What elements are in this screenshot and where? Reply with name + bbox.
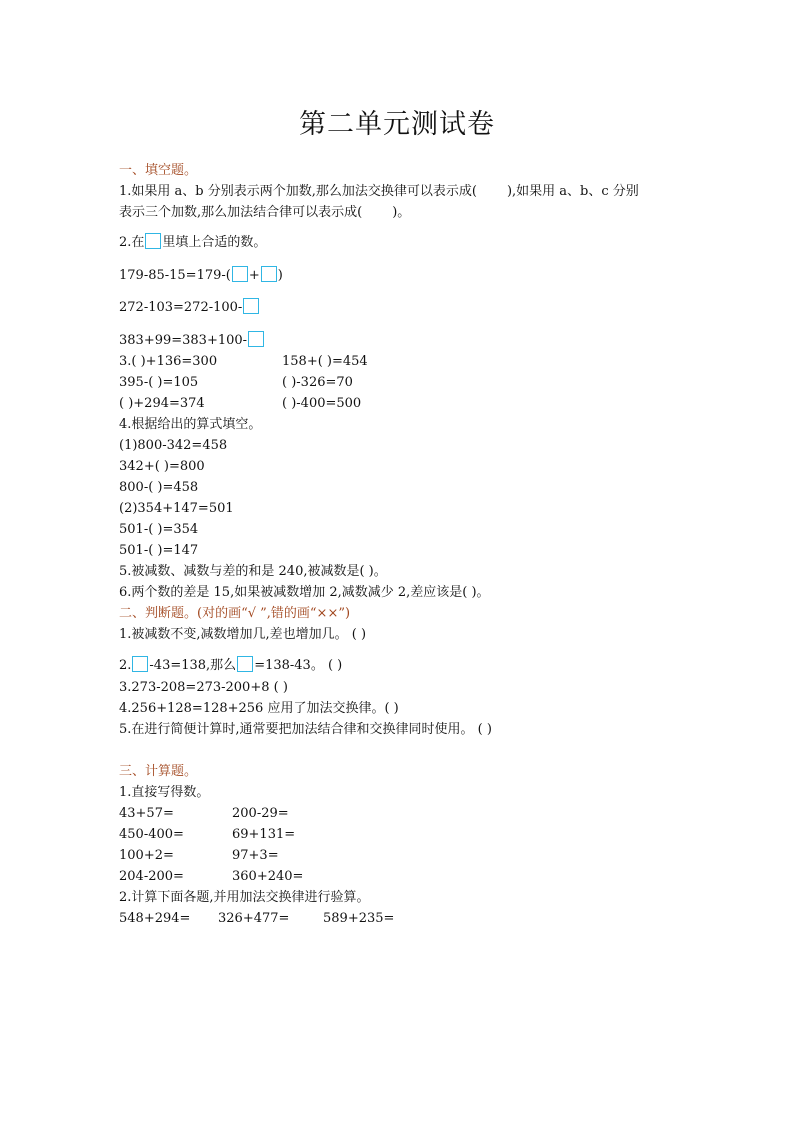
tf2-text-b: -43=138,那么: [149, 658, 237, 673]
close-paren: ): [277, 268, 283, 283]
calc-cell: 43+57=: [119, 806, 174, 821]
question-4-line: 501-( )=354: [119, 522, 199, 537]
calc-heading-1: 1.直接写得数。: [119, 785, 210, 800]
question-4-line: 501-( )=147: [119, 543, 199, 558]
question-2-line-2: [119, 298, 260, 317]
question-2-line-1: [119, 266, 283, 285]
answer-box[interactable]: [237, 656, 253, 672]
tf-item-5: 5.在进行简便计算时,通常要把加法结合律和交换律同时使用。 ( ): [119, 722, 492, 737]
tf2-text-c: =138-43。 ( ): [254, 658, 343, 673]
question-1-line-1: [119, 183, 639, 201]
tf2-text-a: 2.: [119, 658, 132, 673]
question-3-row-3-b: ( )-400=500: [282, 396, 362, 411]
tf-item-3: 3.273-208=273-200+8 ( ): [119, 680, 288, 695]
answer-box[interactable]: [132, 656, 148, 672]
calc-cell: 204-200=: [119, 869, 184, 884]
calc-problem-1: 548+294=: [119, 911, 191, 926]
question-6: 6.两个数的差是 15,如果被减数增加 2,减数减少 2,差应该是( )。: [119, 585, 490, 600]
q3-expr: 3.( )+136=300: [119, 354, 218, 369]
calc-cell: 200-29=: [232, 806, 289, 821]
question-2-intro: [119, 233, 266, 252]
answer-box: [145, 233, 161, 249]
question-5: 5.被减数、减数与差的和是 240,被减数是( )。: [119, 564, 387, 579]
question-1-line-2: [119, 204, 410, 222]
q1-text-b: ),如果用 a、b、c 分别: [506, 184, 639, 199]
question-3-row-2: 395-( )=105: [119, 375, 199, 390]
question-4-line: (2)354+147=501: [119, 501, 234, 516]
q1-text-c: 表示三个加数,那么加法结合律可以表示成(: [119, 205, 363, 220]
calc-cell: 360+240=: [232, 869, 304, 884]
calc-problem-3: 589+235=: [323, 911, 395, 926]
answer-box[interactable]: [243, 298, 259, 314]
section-heading-calculation: 三、计算题。: [119, 764, 198, 779]
answer-box[interactable]: [248, 331, 264, 347]
q1-text-d: )。: [392, 205, 411, 220]
question-4-line: (1)800-342=458: [119, 438, 228, 453]
question-3-row-1-b: 158+( )=454: [282, 354, 368, 369]
calc-problem-2: 326+477=: [218, 911, 290, 926]
calc-cell: 69+131=: [232, 827, 296, 842]
q2-expr-2: 272-103=272-100-: [119, 300, 243, 315]
q2-expr-1: 179-85-15=179-(: [119, 268, 231, 283]
answer-box[interactable]: [261, 266, 277, 282]
calc-cell: 97+3=: [232, 848, 279, 863]
question-3-row-1: [119, 353, 217, 371]
section-heading-true-false: 二、判断题。(对的画“√ ”,错的画“××”): [119, 606, 351, 621]
question-4-line: 342+( )=800: [119, 459, 205, 474]
question-4-heading: 4.根据给出的算式填空。: [119, 417, 262, 432]
section-heading-fill-in: 一、填空题。: [119, 163, 198, 178]
question-3-row-3: ( )+294=374: [119, 396, 205, 411]
tf-item-2: [119, 656, 342, 675]
question-2-line-3: [119, 331, 265, 350]
question-3-row-2-b: ( )-326=70: [282, 375, 353, 390]
calc-cell: 450-400=: [119, 827, 184, 842]
question-4-line: 800-( )=458: [119, 480, 199, 495]
plus-sign: +: [248, 268, 260, 283]
calc-cell: 100+2=: [119, 848, 174, 863]
q1-text-a: 1.如果用 a、b 分别表示两个加数,那么加法交换律可以表示成(: [119, 184, 477, 199]
answer-box[interactable]: [232, 266, 248, 282]
calc-heading-2: 2.计算下面各题,并用加法交换律进行验算。: [119, 890, 370, 905]
tf-item-1: 1.被减数不变,减数增加几,差也增加几。 ( ): [119, 627, 367, 642]
page-title: 第二单元测试卷: [299, 109, 495, 140]
q2-intro-text-b: 里填上合适的数。: [162, 235, 267, 250]
q2-expr-3: 383+99=383+100-: [119, 333, 248, 348]
tf-item-4: 4.256+128=128+256 应用了加法交换律。( ): [119, 701, 399, 716]
q2-intro-text: 2.在: [119, 235, 145, 250]
